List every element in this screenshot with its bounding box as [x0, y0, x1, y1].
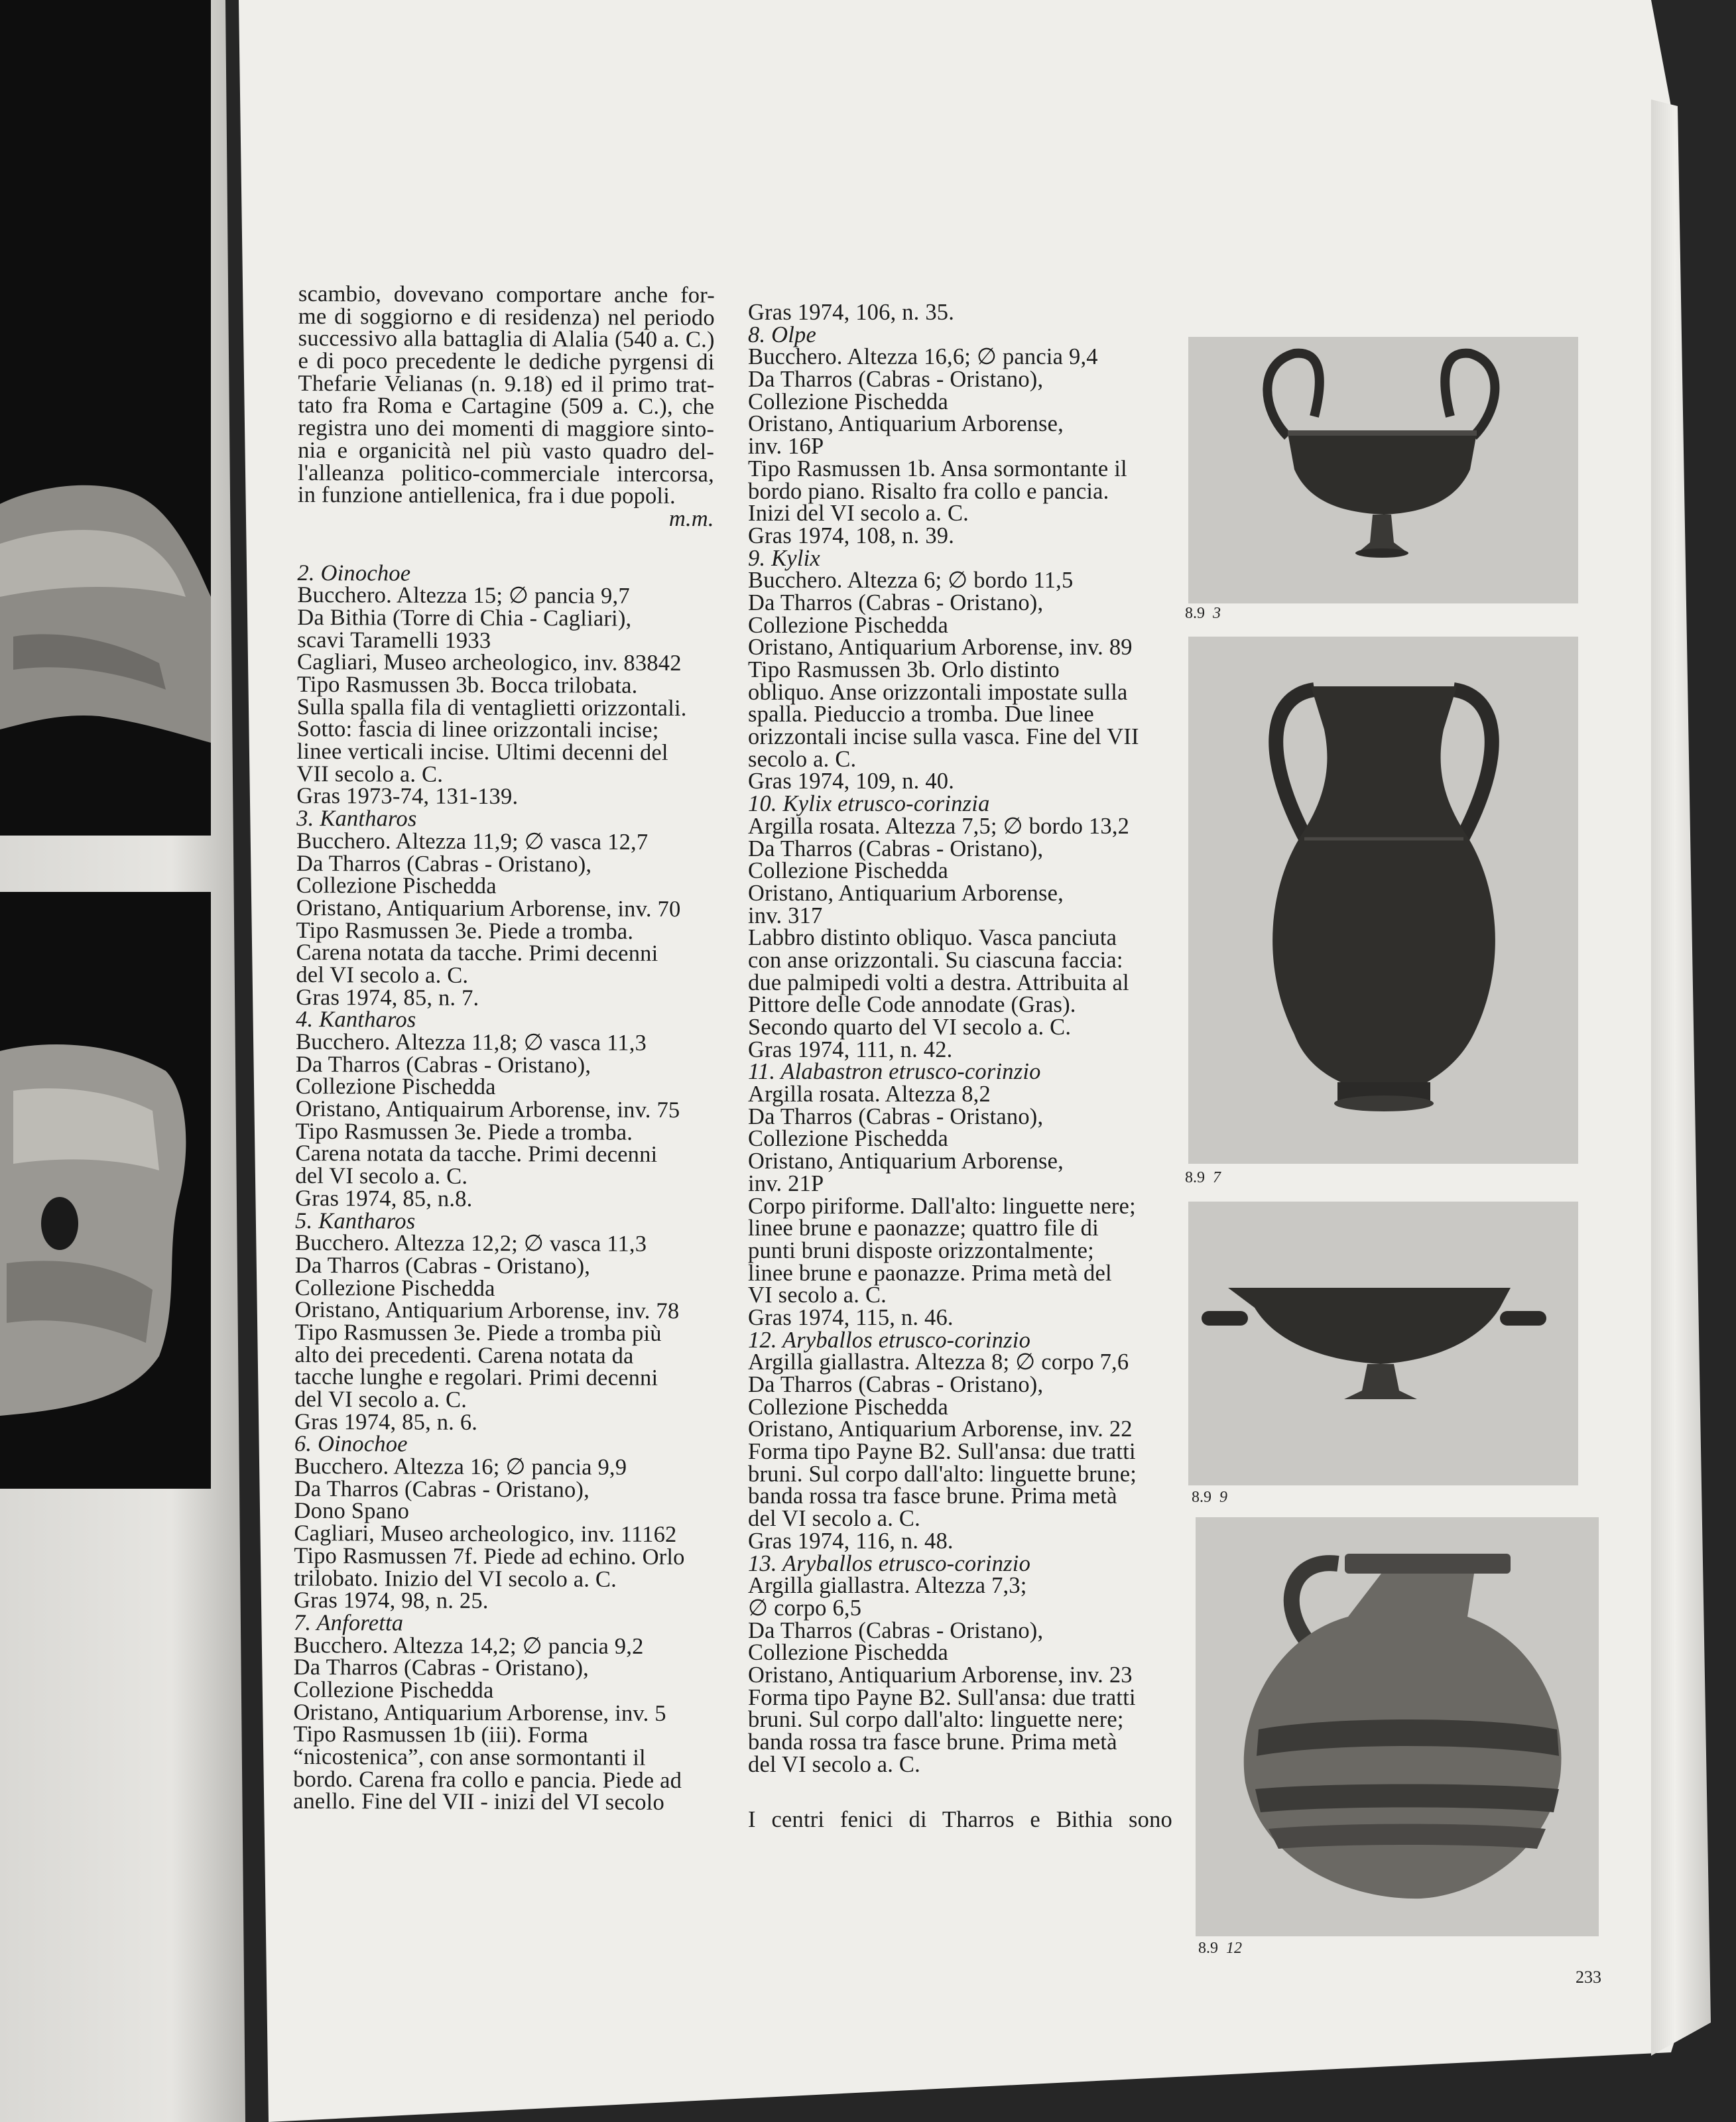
text-column-left — [293, 283, 715, 1814]
catalog-entry-title: 12. Aryballos etrusco-corinzio — [748, 1327, 1031, 1353]
text-line: Gras 1974, 85, n. 7. — [296, 984, 479, 1011]
text-line: Tipo Rasmussen 1b. Ansa sormontante il — [748, 456, 1127, 481]
text-line: ∅ corpo 6,5 — [748, 1595, 862, 1621]
text-line: VI secolo a. C. — [748, 1282, 887, 1308]
text-line: Dono Spano — [294, 1498, 410, 1525]
text-line: Collezione Pischedda — [293, 1676, 494, 1703]
text-column-right — [748, 302, 1172, 1832]
catalog-entry-title: 4. Kantharos — [296, 1007, 416, 1032]
text-line: Oristano, Antiquarium Arborense, — [748, 880, 1064, 906]
text-line: Collezione Pischedda — [748, 389, 948, 414]
figure-number: 12 — [1226, 1940, 1242, 1957]
catalog-entry-title: 13. Aryballos etrusco-corinzio — [748, 1550, 1031, 1576]
text-line: trilobato. Inizio del VI secolo a. C. — [294, 1565, 617, 1592]
text-line: e di poco precedente le dediche pyrgensi di — [298, 348, 715, 375]
text-line: Cagliari, Museo archeologico, inv. 83842 — [296, 649, 682, 676]
text-line: Sulla spalla fila di ventaglietti orizzontali. — [296, 694, 687, 721]
text-line: in funzione antiellenica, fra i due popoli. — [297, 482, 676, 509]
text-line: VII secolo a. C. — [296, 761, 444, 787]
text-line: m.m. — [668, 505, 714, 532]
figure-ref: 8.9 — [1192, 1489, 1211, 1506]
text-line: alto dei precedenti. Carena notata da — [294, 1342, 634, 1369]
text-line: obliquo. Anse orizzontali impostate sulla — [748, 679, 1128, 705]
text-line: del VI secolo a. C. — [295, 1163, 468, 1190]
text-line: Oristano, Antiquarium Arborense, inv. 23 — [748, 1662, 1133, 1688]
text-line: nia e organicità nel più vasto quadro del- — [298, 437, 715, 465]
left-page — [0, 0, 245, 2122]
figure-anforetta — [1188, 637, 1578, 1164]
text-line: bruni. Sul corpo dall'alto: linguette nere; — [748, 1707, 1124, 1733]
text-line: Gras 1974, 98, n. 25. — [294, 1588, 489, 1614]
text-line: Argilla rosata. Altezza 8,2 — [748, 1082, 991, 1107]
text-line: con anse orizzontali. Su ciascuna faccia: — [748, 947, 1123, 973]
text-line: bruni. Sul corpo dall'alto: linguette brune; — [748, 1461, 1137, 1487]
aryballos-photo — [1196, 1517, 1599, 1936]
text-line: Inizi del VI secolo a. C. — [748, 501, 969, 527]
figure-ref: 8.9 — [1185, 1169, 1205, 1186]
kantharos-photo — [1188, 337, 1578, 603]
catalog-entry-title: 11. Alabastron etrusco-corinzio — [748, 1059, 1041, 1085]
spacer — [298, 529, 714, 564]
text-line: Bucchero. Altezza 11,9; ∅ vasca 12,7 — [296, 828, 649, 855]
text-line: Collezione Pischedda — [748, 1126, 948, 1152]
catalog-entry-title: 2. Oinochoe — [297, 560, 411, 586]
text-line: punti bruni disposte orizzontalmente; — [748, 1237, 1094, 1263]
text-line: Da Tharros (Cabras - Oristano), — [748, 1372, 1044, 1397]
text-line: Oristano, Antiquarium Arborense, — [748, 411, 1064, 437]
text-line: del VI secolo a. C. — [296, 962, 469, 988]
text-line: Gras 1974, 109, n. 40. — [748, 769, 955, 794]
text-line: Da Tharros (Cabras - Oristano), — [294, 1475, 590, 1503]
text-line: Oristano, Antiquarium Arborense, inv. 89 — [748, 635, 1133, 660]
text-line: Gras 1974, 108, n. 39. — [748, 523, 955, 548]
text-line: Da Bithia (Torre di Chia - Cagliari), — [297, 604, 632, 631]
kylix-photo — [1188, 1202, 1578, 1485]
text-line: Oristano, Antiquarium Arborense, inv. 22 — [748, 1416, 1133, 1442]
text-line: Tipo Rasmussen 3e. Piede a tromba. — [296, 917, 634, 944]
text-line: Collezione Pischedda — [294, 1275, 495, 1301]
text-line: inv. 317 — [748, 903, 823, 928]
text-line: Collezione Pischedda — [748, 612, 948, 638]
text-line: linee brune e paonazze; quattro file di — [748, 1216, 1099, 1241]
text-line: successivo alla battaglia di Alalia (540 a. C.) — [298, 326, 715, 353]
page-stack-edge — [1651, 99, 1711, 2056]
text-line: Thefarie Velianas (n. 9.18) ed il primo trat- — [298, 370, 715, 397]
text-line: registra uno dei momenti di maggiore sinto- — [298, 415, 715, 442]
text-line: Gras 1974, 106, n. 35. — [748, 300, 955, 325]
figure-number: 7 — [1213, 1169, 1221, 1186]
catalog-entry-title: 7. Anforetta — [293, 1609, 404, 1636]
text-line: Da Tharros (Cabras - Oristano), — [294, 1252, 591, 1279]
catalog-entry-title: 6. Oinochoe — [294, 1431, 408, 1457]
figure-number: 9 — [1219, 1489, 1227, 1506]
figure-caption — [1185, 1169, 1221, 1187]
text-line: Bucchero. Altezza 6; ∅ bordo 11,5 — [748, 568, 1074, 593]
text-line: Oristano, Antiquarium Arborense, inv. 78 — [294, 1297, 680, 1324]
text-line: Gras 1974, 85, n. 6. — [294, 1408, 478, 1435]
text-line: Cagliari, Museo archeologico, inv. 11162 — [294, 1521, 677, 1548]
text-line: del VI secolo a. C. — [294, 1386, 467, 1412]
spacer — [748, 1776, 1172, 1809]
text-line: Gras 1974, 111, n. 42. — [748, 1036, 953, 1062]
text-line: Tipo Rasmussen 7f. Piede ad echino. Orlo — [294, 1542, 685, 1570]
catalog-entry-title: 5. Kantharos — [294, 1208, 416, 1234]
text-line: spalla. Pieduccio a tromba. Due linee — [748, 702, 1094, 727]
text-line: Tipo Rasmussen 1b (iii). Forma — [293, 1721, 589, 1748]
text-line: Argilla giallastra. Altezza 7,3; — [748, 1573, 1027, 1599]
text-line: Bucchero. Altezza 16; ∅ pancia 9,9 — [294, 1454, 627, 1480]
text-line: Labbro distinto obliquo. Vasca panciuta — [748, 925, 1117, 951]
text-line: Collezione Pischedda — [296, 873, 497, 899]
text-line: Collezione Pischedda — [748, 1640, 948, 1666]
text-line: Da Tharros (Cabras - Oristano), — [748, 836, 1044, 861]
text-line: Da Tharros (Cabras - Oristano), — [748, 367, 1044, 393]
text-line: me di soggiorno e di residenza) nel periodo — [298, 303, 715, 330]
text-line: Tipo Rasmussen 3e. Piede a tromba. — [295, 1118, 633, 1145]
figure-kantharos — [1188, 337, 1578, 603]
text-line: Secondo quarto del VI secolo a. C. — [748, 1015, 1072, 1040]
text-line: tato fra Roma e Cartagine (509 a. C.), che — [298, 393, 715, 420]
text-line: inv. 21P — [748, 1170, 824, 1196]
figure-ref: 8.9 — [1198, 1940, 1218, 1957]
text-line: Bucchero. Altezza 12,2; ∅ vasca 11,3 — [294, 1230, 647, 1257]
text-line: Argilla rosata. Altezza 7,5; ∅ bordo 13,2 — [748, 813, 1130, 839]
text-line: linee verticali incise. Ultimi decenni del — [296, 739, 668, 766]
text-line: Da Tharros (Cabras - Oristano), — [748, 1617, 1044, 1643]
text-line: Da Tharros (Cabras - Oristano), — [295, 1051, 591, 1078]
catalog-entry-title: 8. Olpe — [748, 322, 816, 347]
text-line: Oristano, Antiquairum Arborense, inv. 75 — [295, 1096, 680, 1123]
text-line: banda rossa tra fasce brune. Prima metà — [748, 1729, 1117, 1755]
text-line: scambio, dovevano comportare anche for- — [298, 281, 715, 308]
text-line: Bucchero. Altezza 15; ∅ pancia 9,7 — [297, 582, 630, 609]
text-line: Gras 1973-74, 131-139. — [296, 783, 519, 810]
text-line: Bucchero. Altezza 11,8; ∅ vasca 11,3 — [295, 1029, 647, 1056]
text-line: Forma tipo Payne B2. Sull'ansa: due tratti — [748, 1684, 1136, 1710]
left-photo-bottom — [0, 892, 211, 1489]
text-line: bordo piano. Risalto fra collo e pancia. — [748, 478, 1109, 504]
text-line: Bucchero. Altezza 14,2; ∅ pancia 9,2 — [293, 1632, 644, 1659]
figure-caption — [1192, 1489, 1227, 1507]
text-line: linee brune e paonazze. Prima metà del — [748, 1260, 1112, 1286]
figure-number: 3 — [1213, 605, 1221, 622]
text-line: del VI secolo a. C. — [748, 1506, 920, 1532]
text-line: Collezione Pischedda — [295, 1074, 496, 1100]
text-line: l'alleanza politico-commerciale intercorsa, — [297, 460, 715, 487]
text-line: Bucchero. Altezza 16,6; ∅ pancia 9,4 — [748, 344, 1098, 370]
text-line: Oristano, Antiquarium Arborense, — [748, 1149, 1064, 1174]
text-line: due palmipedi volti a destra. Attribuita al — [748, 969, 1129, 995]
text-line: Sotto: fascia di linee orizzontali incise; — [296, 716, 659, 743]
text-line: bordo. Carena fra collo e pancia. Piede ad — [293, 1766, 682, 1793]
text-line: inv. 16P — [748, 434, 824, 460]
text-line: Argilla giallastra. Altezza 8; ∅ corpo 7,6 — [748, 1349, 1129, 1375]
catalog-entry-title: 3. Kantharos — [296, 806, 417, 832]
figure-aryballos — [1196, 1517, 1599, 1936]
text-line: Da Tharros (Cabras - Oristano), — [748, 590, 1044, 615]
text-line: I centri fenici di Tharros e Bithia sono — [748, 1807, 1172, 1833]
text-line: Gras 1974, 116, n. 48. — [748, 1528, 954, 1554]
text-line: Pittore delle Code annodate (Gras). — [748, 992, 1076, 1018]
text-line: Collezione Pischedda — [748, 858, 948, 884]
text-line: Carena notata da tacche. Primi decenni — [296, 940, 658, 967]
figure-kylix — [1188, 1202, 1578, 1485]
catalog-entry-title: 10. Kylix etrusco-corinzia — [748, 791, 990, 817]
text-line: Oristano, Antiquarium Arborense, inv. 70 — [296, 895, 681, 922]
left-photo-top — [0, 0, 211, 836]
text-line: Forma tipo Payne B2. Sull'ansa: due tratti — [748, 1439, 1136, 1465]
text-line: Gras 1974, 85, n.8. — [295, 1185, 473, 1212]
text-line: banda rossa tra fasce brune. Prima metà — [748, 1483, 1117, 1509]
text-line: del VI secolo a. C. — [748, 1751, 920, 1777]
text-line: Tipo Rasmussen 3b. Orlo distinto — [748, 657, 1060, 682]
text-line: tacche lunghe e regolari. Primi decenni — [294, 1364, 658, 1391]
text-line: orizzontali incise sulla vasca. Fine del VII — [748, 724, 1139, 750]
text-line: Collezione Pischedda — [748, 1394, 948, 1420]
text-line: anello. Fine del VII - inizi del VI secolo — [292, 1788, 665, 1816]
text-line: “nicostenica”, con anse sormontanti il — [293, 1743, 646, 1771]
text-line: Da Tharros (Cabras - Oristano), — [748, 1103, 1044, 1129]
figure-caption — [1185, 605, 1221, 623]
text-line: Oristano, Antiquarium Arborense, inv. 5 — [293, 1699, 666, 1726]
text-line: Da Tharros (Cabras - Oristano), — [293, 1654, 589, 1681]
anforetta-photo — [1188, 637, 1578, 1164]
figure-caption — [1198, 1940, 1242, 1958]
page-number: 233 — [1576, 1967, 1601, 1987]
figure-ref: 8.9 — [1185, 605, 1205, 622]
text-line: Tipo Rasmussen 3b. Bocca trilobata. — [296, 671, 638, 698]
text-line: Tipo Rasmussen 3e. Piede a tromba più — [294, 1319, 662, 1346]
text-line: Corpo piriforme. Dall'alto: linguette nere; — [748, 1193, 1136, 1219]
text-line: Gras 1974, 115, n. 46. — [748, 1304, 954, 1330]
text-line: Da Tharros (Cabras - Oristano), — [296, 850, 592, 877]
text-line: Carena notata da tacche. Primi decenni — [295, 1141, 658, 1168]
catalog-entry-title: 9. Kylix — [748, 545, 820, 571]
text-line: scavi Taramelli 1933 — [297, 627, 491, 653]
text-line: secolo a. C. — [748, 746, 857, 772]
